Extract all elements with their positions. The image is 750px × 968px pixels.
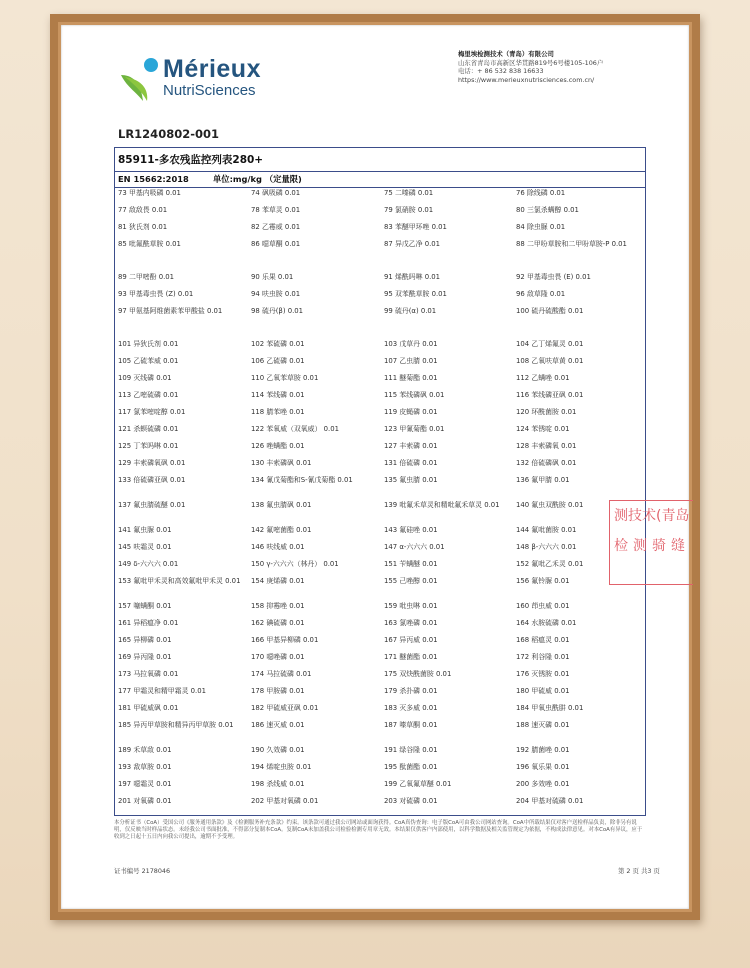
pesticide-entry: 167 异丙威 0.01 — [384, 636, 438, 644]
pesticide-entry: 97 甲氨基阿维菌素苯甲酸盐 0.01 — [118, 307, 223, 315]
pesticide-entry: 200 多效唑 0.01 — [516, 780, 570, 788]
pesticide-entry: 113 乙嘧硫磷 0.01 — [118, 391, 179, 399]
pesticide-entry: 121 杀螟硫磷 0.01 — [118, 425, 179, 433]
pesticide-entry: 117 氯苯嘧啶醇 0.01 — [118, 408, 186, 416]
page-number: 第 2 页 共3 页 — [618, 867, 660, 875]
pesticide-entry: 162 碘硫磷 0.01 — [251, 619, 305, 627]
company-website: https://www.merieuxnutrisciences.com.cn/ — [458, 75, 595, 84]
pesticide-entry: 78 苯草灵 0.01 — [251, 206, 301, 214]
pesticide-entry: 197 噁霜灵 0.01 — [118, 780, 172, 788]
table-row — [118, 687, 644, 704]
table-row — [118, 763, 644, 780]
table-row — [118, 619, 644, 636]
pesticide-entry: 131 倍硫磷 0.01 — [384, 459, 438, 467]
pesticide-entry: 130 丰索磷砜 0.01 — [251, 459, 312, 467]
pesticide-entry: 89 二甲嘧酚 0.01 — [118, 273, 175, 281]
pesticide-entry: 118 腈苯唑 0.01 — [251, 408, 305, 416]
table-row — [118, 425, 644, 442]
table-row — [118, 704, 644, 721]
pesticide-entry: 124 苯锈啶 0.01 — [516, 425, 570, 433]
pesticide-entry: 149 δ-六六六 0.01 — [118, 560, 179, 568]
pesticide-entry: 164 水胺硫磷 0.01 — [516, 619, 577, 627]
pesticide-entry: 102 苯硫磷 0.01 — [251, 340, 305, 348]
pesticide-entry: 92 甲基毒虫畏 (E) 0.01 — [516, 273, 591, 281]
pesticide-entry: 178 甲胺磷 0.01 — [251, 687, 305, 695]
company-name: 梅里埃检测技术（青岛）有限公司 — [458, 50, 554, 58]
table-row — [118, 746, 644, 763]
pesticide-entry: 185 异丙甲草胺和精异丙甲草胺 0.01 — [118, 721, 234, 729]
pesticide-entry: 115 苯线磷砜 0.01 — [384, 391, 445, 399]
stamp-line-1: 测技术(青岛 — [614, 508, 690, 524]
red-seal-stamp — [609, 500, 693, 585]
pesticide-entry: 106 乙硫磷 0.01 — [251, 357, 305, 365]
pesticide-entry: 76 除线磷 0.01 — [516, 189, 566, 197]
unit-label: 单位:mg/kg （定量限) — [213, 174, 302, 184]
pesticide-entry: 86 噁草酮 0.01 — [251, 240, 301, 248]
pesticide-entry: 181 甲硫威砜 0.01 — [118, 704, 179, 712]
table-row — [118, 780, 644, 797]
method-standard: EN 15662:2018 — [118, 174, 189, 184]
pesticide-entry: 140 氟虫双酰胺 0.01 — [516, 501, 584, 509]
pesticide-entry: 88 二甲吩草胺和二甲吩草胺-P 0.01 — [516, 240, 627, 248]
pesticide-entry: 91 烯酰吗啉 0.01 — [384, 273, 441, 281]
pesticide-entry: 180 甲硫威 0.01 — [516, 687, 570, 695]
pesticide-entry: 155 己唑醇 0.01 — [384, 577, 438, 585]
pesticide-entry: 122 苯氧威（双氧威） 0.01 — [251, 425, 339, 433]
pesticide-entry: 116 苯线磷亚砜 0.01 — [516, 391, 584, 399]
pesticide-entry: 143 氟硅唑 0.01 — [384, 526, 438, 534]
table-row — [118, 501, 644, 526]
pesticide-entry: 96 敌草隆 0.01 — [516, 290, 566, 298]
pesticide-entry: 199 乙氧氟草醚 0.01 — [384, 780, 452, 788]
pesticide-entry: 152 氟吡乙禾灵 0.01 — [516, 560, 584, 568]
pesticide-entry: 189 禾草敌 0.01 — [118, 746, 172, 754]
pesticide-entry: 126 唑螨酯 0.01 — [251, 442, 305, 450]
pesticide-entry: 156 氟铃脲 0.01 — [516, 577, 570, 585]
pesticide-entry: 74 砜吸磷 0.01 — [251, 189, 301, 197]
pesticide-entry: 171 醚菌酯 0.01 — [384, 653, 438, 661]
pesticide-entry: 159 吡虫啉 0.01 — [384, 602, 438, 610]
brand-subtitle: NutriSciences — [163, 82, 256, 99]
pesticide-entry: 144 氟吡菌胺 0.01 — [516, 526, 577, 534]
pesticide-entry: 157 噻螨酮 0.01 — [118, 602, 172, 610]
pesticide-entry: 107 乙虫腈 0.01 — [384, 357, 438, 365]
pesticide-entry: 176 灭锈胺 0.01 — [516, 670, 570, 678]
table-row — [118, 391, 644, 408]
pesticide-entry: 163 氯唑磷 0.01 — [384, 619, 438, 627]
pesticide-entry: 99 硫丹(α) 0.01 — [384, 307, 437, 315]
pesticide-entry: 173 马拉氧磷 0.01 — [118, 670, 179, 678]
table-row — [118, 560, 644, 577]
table-row — [118, 357, 644, 374]
table-row — [118, 273, 644, 290]
pesticide-entry: 190 久效磷 0.01 — [251, 746, 305, 754]
pesticide-entry: 79 氯硝胺 0.01 — [384, 206, 434, 214]
table-row — [118, 721, 644, 746]
table-row — [118, 476, 644, 501]
pesticide-entry: 158 抑霉唑 0.01 — [251, 602, 305, 610]
pesticide-entry: 160 茚虫威 0.01 — [516, 602, 570, 610]
pesticide-entry: 168 稻瘟灵 0.01 — [516, 636, 570, 644]
table-row — [118, 408, 644, 425]
pesticide-entry: 100 硫丹硫酸酯 0.01 — [516, 307, 584, 315]
table-row — [118, 459, 644, 476]
pesticide-entry: 133 倍硫磷亚砜 0.01 — [118, 476, 186, 484]
footer-terms: 本分析证书（CoA）受国公司《服务通用条款》及《检测服务补充条款》约束。该条款可通过我公司网站或面询获得。CoA真伪查询：电子版CoA可由我公司网站查询。CoA中所载结果仅对客户送检样品负责，除非另有说明，仅反映当时样品状态。未经我公司书面批准，不得部分复制本CoA。复制CoA未加盖我公司检验检测专用章无效。本结果仅供客户内部使用，以科学数据及相关监管规定为依据，不构成法律意见。对本CoA有异议，应于收到之日起十五日内向我公司提出，逾期不予受理。 — [114, 820, 643, 841]
pesticide-entry: 101 异狄氏剂 0.01 — [118, 340, 179, 348]
pesticide-entry: 186 速灭威 0.01 — [251, 721, 305, 729]
pesticide-entry: 153 氟吡甲禾灵和高效氟吡甲禾灵 0.01 — [118, 577, 241, 585]
table-row — [118, 797, 644, 814]
table-row — [118, 670, 644, 687]
table-row — [118, 307, 644, 340]
pesticide-entry: 128 丰索磷氧 0.01 — [516, 442, 577, 450]
pesticide-entry: 135 氟虫腈 0.01 — [384, 476, 438, 484]
pesticide-entry: 188 速灭磷 0.01 — [516, 721, 570, 729]
pesticide-entry: 82 乙霉威 0.01 — [251, 223, 301, 231]
table-grid — [118, 189, 644, 814]
pesticide-entry: 85 吡氟酰草胺 0.01 — [118, 240, 181, 248]
certificate-number: 证书编号 2178046 — [114, 867, 171, 875]
pesticide-entry: 170 噁唑磷 0.01 — [251, 653, 305, 661]
pesticide-entry: 195 酞菌酯 0.01 — [384, 763, 438, 771]
pesticide-entry: 93 甲基毒虫畏 (Z) 0.01 — [118, 290, 194, 298]
pesticide-entry: 87 异戊乙净 0.01 — [384, 240, 441, 248]
pesticide-entry: 73 甲基内吸磷 0.01 — [118, 189, 181, 197]
pesticide-entry: 192 腈菌唑 0.01 — [516, 746, 570, 754]
pesticide-entry: 198 杀线威 0.01 — [251, 780, 305, 788]
pesticide-entry: 203 对硫磷 0.01 — [384, 797, 438, 805]
pesticide-entry: 177 甲霜灵和精甲霜灵 0.01 — [118, 687, 206, 695]
table-subheader — [115, 172, 645, 188]
pesticide-entry: 94 呋虫胺 0.01 — [251, 290, 301, 298]
pesticide-entry: 147 α-六六六 0.01 — [384, 543, 445, 551]
pesticide-entry: 166 甲基异柳磷 0.01 — [251, 636, 319, 644]
table-row — [118, 653, 644, 670]
pesticide-entry: 182 甲硫威亚砜 0.01 — [251, 704, 319, 712]
table-row — [118, 442, 644, 459]
pesticide-entry: 98 硫丹(β) 0.01 — [251, 307, 304, 315]
table-row — [118, 526, 644, 543]
pesticide-entry: 175 双炔酰菌胺 0.01 — [384, 670, 452, 678]
table-row — [118, 290, 644, 307]
pesticide-entry: 196 氧乐果 0.01 — [516, 763, 570, 771]
pesticide-entry: 151 苄螨醚 0.01 — [384, 560, 438, 568]
pesticide-entry: 81 狄氏剂 0.01 — [118, 223, 168, 231]
pesticide-entry: 83 苯醚甲环唑 0.01 — [384, 223, 447, 231]
table-row — [118, 189, 644, 206]
pesticide-entry: 95 双苯酰草胺 0.01 — [384, 290, 447, 298]
table-row — [118, 543, 644, 560]
pesticide-entry: 139 吡氟禾草灵和精吡氟禾草灵 0.01 — [384, 501, 500, 509]
leaf-logo-icon — [119, 57, 163, 105]
pesticide-entry: 114 苯线磷 0.01 — [251, 391, 305, 399]
table-row — [118, 602, 644, 619]
pesticide-entry: 110 乙氧苯草胺 0.01 — [251, 374, 319, 382]
company-address: 山东省青岛市高新区华贯路819号6号楼105-106户 — [458, 58, 604, 67]
pesticide-entry: 132 倍硫磷砜 0.01 — [516, 459, 577, 467]
pesticide-entry: 150 γ-六六六（林丹） 0.01 — [251, 560, 339, 568]
pesticide-entry: 145 呋霜灵 0.01 — [118, 543, 172, 551]
pesticide-entry: 125 丁苯吗啉 0.01 — [118, 442, 179, 450]
pesticide-entry: 184 甲氧虫酰肼 0.01 — [516, 704, 584, 712]
table-row — [118, 374, 644, 391]
pesticide-entry: 111 醚菊酯 0.01 — [384, 374, 438, 382]
pesticide-entry: 108 乙氧呋草黄 0.01 — [516, 357, 584, 365]
pesticide-entry: 112 乙螨唑 0.01 — [516, 374, 570, 382]
pesticide-entry: 146 呋线威 0.01 — [251, 543, 305, 551]
pesticide-entry: 129 丰索磷氧砜 0.01 — [118, 459, 186, 467]
stamp-line-2: 检测骑缝 — [614, 538, 690, 554]
pesticide-entry: 154 庚烯磷 0.01 — [251, 577, 305, 585]
pesticide-entry: 141 氟虫脲 0.01 — [118, 526, 172, 534]
pesticide-entry: 172 利谷隆 0.01 — [516, 653, 570, 661]
pesticide-entry: 104 乙丁烯氟灵 0.01 — [516, 340, 584, 348]
pesticide-entry: 138 氟虫腈砜 0.01 — [251, 501, 312, 509]
pesticide-entry: 123 甲氰菊酯 0.01 — [384, 425, 445, 433]
table-row — [118, 577, 644, 602]
merieux-logo — [119, 55, 279, 105]
pesticide-entry: 183 灭多威 0.01 — [384, 704, 438, 712]
table-row — [118, 340, 644, 357]
pesticide-entry: 174 马拉硫磷 0.01 — [251, 670, 312, 678]
pesticide-entry: 90 乐果 0.01 — [251, 273, 294, 281]
pesticide-entry: 191 绿谷隆 0.01 — [384, 746, 438, 754]
table-row — [118, 206, 644, 223]
pesticide-entry: 127 丰索磷 0.01 — [384, 442, 438, 450]
pesticide-entry: 193 敌草胺 0.01 — [118, 763, 172, 771]
pesticide-entry: 179 杀扑磷 0.01 — [384, 687, 438, 695]
pesticide-entry: 103 戊草丹 0.01 — [384, 340, 438, 348]
pesticide-entry: 204 甲基对硫磷 0.01 — [516, 797, 584, 805]
pesticide-entry: 142 氟嘧菌酯 0.01 — [251, 526, 312, 534]
table-row — [118, 240, 644, 273]
pesticide-entry: 201 对氧磷 0.01 — [118, 797, 172, 805]
pesticide-entry: 194 烯啶虫胺 0.01 — [251, 763, 312, 771]
pesticide-entry: 137 氟虫腈硫醚 0.01 — [118, 501, 186, 509]
pesticide-entry: 80 三氯杀螨醇 0.01 — [516, 206, 579, 214]
pesticide-entry: 169 异丙隆 0.01 — [118, 653, 172, 661]
pesticide-entry: 77 敌敌畏 0.01 — [118, 206, 168, 214]
pesticide-entry: 84 除虫脲 0.01 — [516, 223, 566, 231]
pesticide-entry: 202 甲基对氧磷 0.01 — [251, 797, 319, 805]
pesticide-entry: 109 灭线磷 0.01 — [118, 374, 172, 382]
pesticide-entry: 105 乙硫苯威 0.01 — [118, 357, 179, 365]
pesticide-entry: 119 皮蝇磷 0.01 — [384, 408, 438, 416]
table-row — [118, 223, 644, 240]
brand-name: Mérieux — [163, 55, 261, 83]
pesticide-entry: 75 二嗪磷 0.01 — [384, 189, 434, 197]
pesticide-entry: 161 异稻瘟净 0.01 — [118, 619, 179, 627]
pesticide-table — [114, 147, 646, 816]
table-title: 85911-多农残监控列表280+ — [115, 148, 645, 172]
pesticide-entry: 120 环酰菌胺 0.01 — [516, 408, 577, 416]
report-number: LR1240802-001 — [118, 127, 219, 141]
company-phone: 电话：+ 86 532 838 16633 — [458, 67, 544, 76]
pesticide-entry: 136 氟甲腈 0.01 — [516, 476, 570, 484]
pesticide-entry: 165 异柳磷 0.01 — [118, 636, 172, 644]
pesticide-entry: 187 嗪草酮 0.01 — [384, 721, 438, 729]
company-info — [458, 50, 648, 84]
table-row — [118, 636, 644, 653]
pesticide-entry: 148 β-六六六 0.01 — [516, 543, 577, 551]
pesticide-entry: 134 氰戊菊酯和S-氰戊菊酯 0.01 — [251, 476, 353, 484]
